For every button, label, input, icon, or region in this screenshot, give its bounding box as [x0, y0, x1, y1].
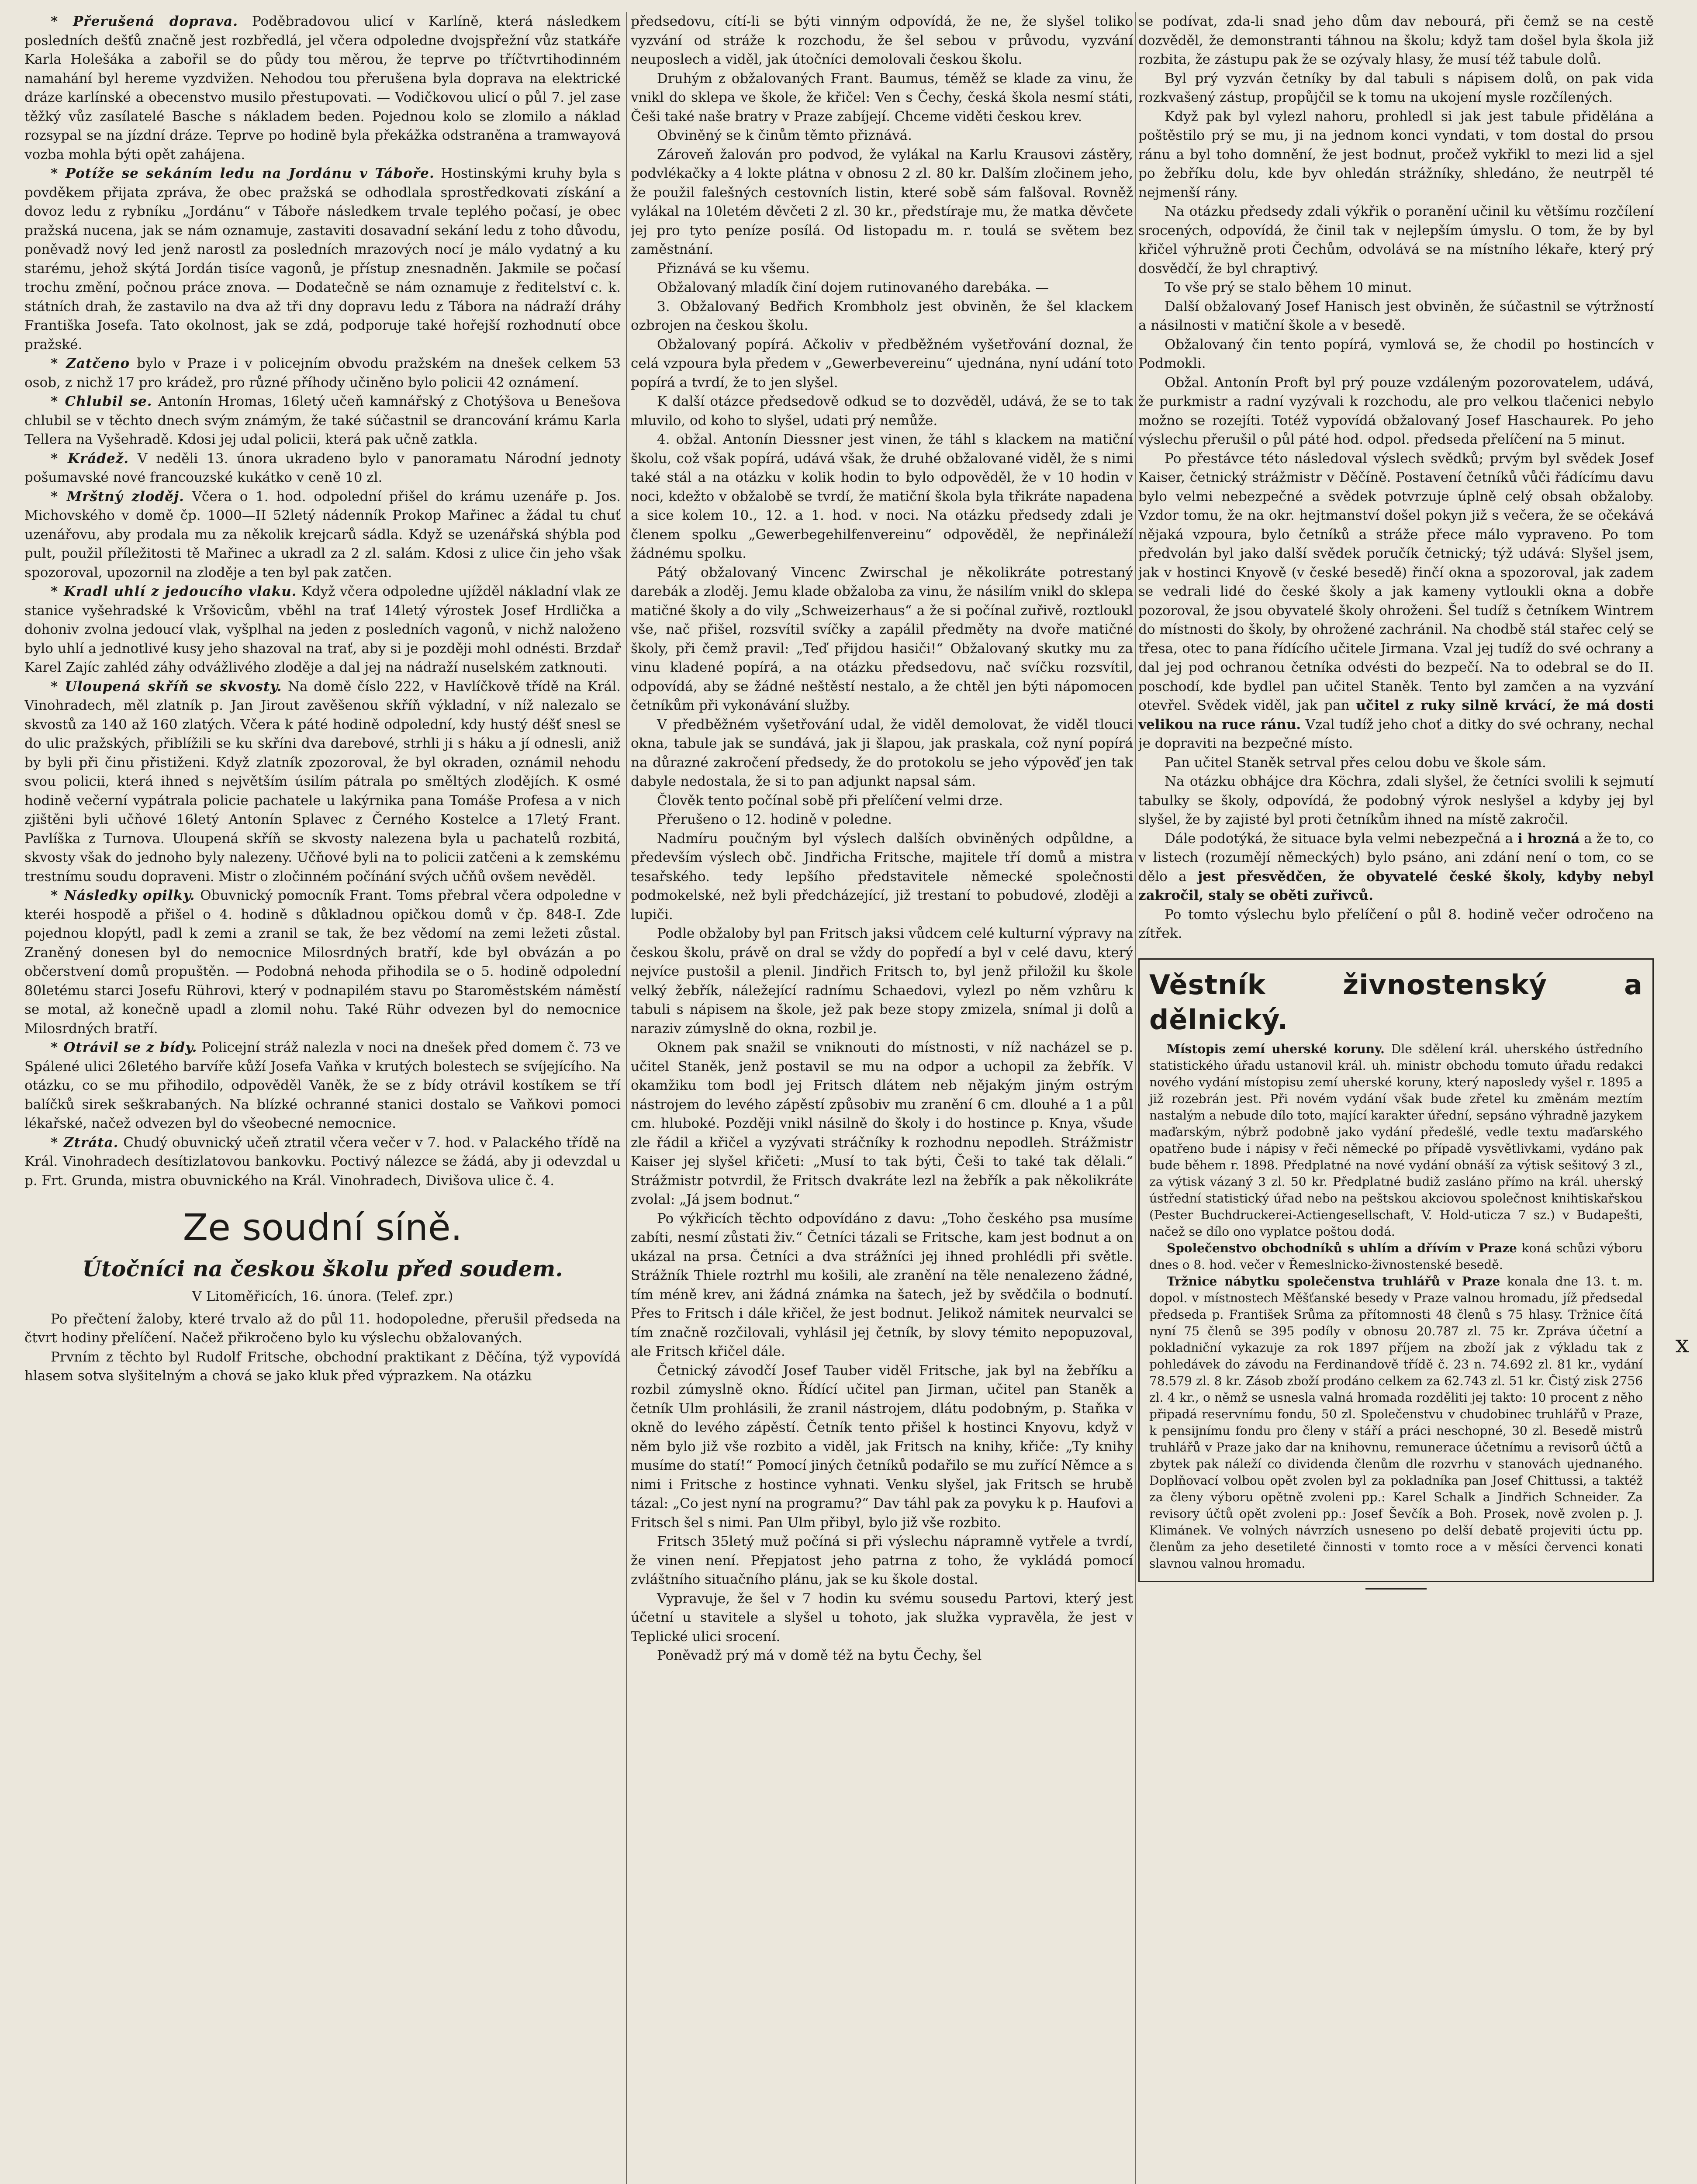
court-paragraph: Obžal. Antonín Proft byl prý pouze vzdáleným pozorovatelem, udává, že purkmistr a radní vyzývali k rozchodu, ale pro velkou tlačenici nebylo možno se rozejíti. Totéž vypovídá obžalovaný Josef Haschaurek. Po jeho výslechu přerušil o půl páté hod. odpol. předseda přelíčení na 5 minut.: [1138, 374, 1654, 447]
item-heading: * Kradl uhlí z jedoucího vlaku.: [51, 584, 297, 599]
news-item: [24, 677, 621, 887]
news-item: [24, 12, 621, 164]
court-paragraph: Obžalovaný popírá. Ačkoliv v předběžném vyšetřování doznal, že celá vzpoura byla předem v „Gewerbevereinu“ ujednána, nyní udání toto popírá a tvrdí, že to jen slyšel.: [631, 336, 1133, 390]
court-paragraph: se podívat, zda-li snad jeho dům dav nebourá, při čemž se na cestě dozvěděl, že demonstranti táhnou na školu; když tam došel byla škola již rozbita, že zástupu pak že se ozývaly hlasy, že musí též tabule dolů.: [1138, 14, 1654, 67]
paragraph-text: a že to, co v listech (rozumějí německých) bylo psáno, ani zdání není o tom, co se dělo a: [1138, 830, 1654, 885]
court-subheadline: Útočníci na českou školu před soudem.: [82, 1256, 563, 1282]
court-paragraph: Po výkřicích těchto odpovídáno z davu: „Toho českého psa musíme zabíti, nesmí zůstati živ.“ Četníci tázali se Fritsche, kam jest bodnut a on ukázal na prsa. Četníci a dva strážníci jej ihned prohlédli při světle. Strážník Thiele roztrhl mu košili, ale zranění na těle nenalezeno žádné, tím méně krev, ani žádná známka na šatech, jež by svědčila o bodnutí. Přes to Fritsch i dále křičel, že jest bodnut. Jelikož námitek neurvalci se tím značně rozčilovali, vyhlásil jej četník, by slovy témito nepopuzoval, ale Fritsch křičel dále.: [631, 1210, 1133, 1359]
emphasized-text: i hrozná: [1517, 830, 1580, 847]
court-paragraph: [1138, 449, 1654, 753]
court-paragraph: Poněvadž prý má v domě též na bytu Čechy, šel: [657, 1648, 982, 1663]
news-item: [24, 1133, 621, 1191]
court-paragraph: Byl prý vyzván četníky by dal tabuli s nápisem dolů, on pak vida rozkvašený zástup, propůjčil se k tomu na ukojení mysle rozčílených.: [1138, 70, 1654, 105]
court-paragraph: Obžalovaný čin tento popírá, vymlová se, že chodil po hostincích v Podmokli.: [1138, 336, 1654, 371]
court-paragraph: Pan učitel Staněk setrval přes celou dobu ve škole sám.: [1165, 754, 1546, 771]
court-paragraph: Oknem pak snažil se vniknouti do místnosti, v níž nacházel se p. učitel Staněk, jenž postavil se mu na odpor a uchopil za žebřík. V okamžiku tom bodl jej Fritsch dlátem neb nějakým jiným ostrým nástrojem do levého zápěstí způsobiv mu zranění 6 cm. dlouhé a 1 a půl cm. hluboké. Později vnikl násilně do školy i do hostince p. Knya, všude zle řádil a křičel a vyzývati stráčníky k rozhodnu nepodleh. Strážmistr Kaiser jej slyšel křičeti: „Musí to tak býti, Češi to také tak dělali.“ Strážmistr potvrdil, že Fritsch dvakráte lezl na žebřík a pak několikráte zvolal: „Já jsem bodnut.“: [631, 1040, 1133, 1207]
item-text: Poděbradovou ulicí v Karlíně, která následkem posledních dešťů značně jest rozbředlá, jel včera odpoledne dvojspřežní vůz statkáře Karla Holešáka a zabořil se do půdy tou měrou, že teprve po tříčtvrtihodinném namahání byl hereme vyzdvižen. Nehodou tou přerušena byla doprava na elektrické dráze karlínské a obecenstvo musilo přestupovati. — Vodičkovou ulicí o půl 7. jel zase těžký vůz zasílatelé Basche s nákladem beden. Pojednou kolo se zlomilo a náklad rozsypal se na jízdní dráze. Teprve po hodině byla překážka odstraněna a tramwayová vozba mohla býti opět zahájena.: [24, 14, 621, 162]
court-paragraph: Vypravuje, že šel v 7 hodin ku svému sousedu Partovi, který jest účetní u stavitele a slyšel u tohoto, jak služka vypravěla, že jest v Teplické ulici srocení.: [631, 1590, 1133, 1645]
court-paragraph: 3. Obžalovaný Bedřich Krombholz jest obviněn, že šel klackem ozbrojen na českou školu.: [631, 298, 1133, 333]
court-paragraph: Podle obžaloby byl pan Fritsch jaksi vůdcem celé kulturní výpravy na českou školu, právě on dral se vždy do popředí a byl v celé davu, který nejvíce pustošil a plenil. Jindřich Fritsch to, byl jenž přiložil ku škole velký žebřík, náležející radnímu Schaedovi, vylezl po něm vzhůru k tabuli s nápisem na škole, jež pak beze stopy zmizela, snímal ji dolů a naraziv zúmyslně do okna, rozbil je.: [631, 926, 1133, 1037]
trade-bulletin-box: [1138, 958, 1654, 1582]
item-heading: * Otrávil se z bídy.: [51, 1040, 197, 1055]
item-heading: * Následky opilky.: [51, 888, 195, 903]
news-item: [24, 164, 621, 354]
item-text: Policejní stráž nalezla v noci na dnešek před domem č. 73 ve Spálené ulici 26letého barvíře kůží Josefa Vaňka v krutých bolestech se svíjejícího. Na otázku, co se mu přihodilo, odpověděl Vaněk, že se z bídy otrávil kostíkem se tří balíčků sirek seškrabaných. Na blízké ochranné stanici dostalo se Vaňkovi pomoci lékařské, načež odvezen byl do všeobecné nemocnice.: [24, 1040, 621, 1131]
news-item: [24, 886, 621, 1038]
column-left: [24, 12, 621, 2184]
court-paragraph: [1138, 829, 1654, 905]
bulletin-title: Věstník živnostenský a dělnický.: [1149, 968, 1643, 1036]
bulletin-item: [1149, 1041, 1643, 1240]
item-heading: * Chlubil se.: [51, 394, 152, 409]
item-text: Na domě číslo 222, v Havlíčkově třídě na Král. Vinohradech, měl zlatník p. Jan Jirout zavěšenou skříň výkladní, v níž nalezalo se skvostů za 140 až 160 zlatých. Včera k páté hodině odpolední, kdy hustý déšť snesl se do ulic pražských, přiblížili se ku skříni dva darebové, strhli ji s háku a jí odnesli, aniž by byli při činu přistiženi. Když zlatník zpozoroval, že byl okraden, oznámil nehodu svou policii, která ihned s největším úsilím pátrala po směltých zlodějích. K osmé hodině večerní vypátrala policie pachatele u lakýrnika pana Tomáše Profesa a v nich zjištěni byli učňové 16letý Antonín Splavec z Černého Kostelce a 17letý Frant. Pavlíška z Turnova. Uloupená skříň se skvosty nalezena byla u pachatelů rozbitá, skvosty však do jednoho byly nalezeny. Učňové byli na to policii zatčeni a k zemskému trestnímu soudu dopraveni. Mistr o zločinném počínání svých učňů ovšem nevěděl.: [24, 678, 621, 885]
bulletin-item: [1149, 1273, 1643, 1572]
court-paragraph: To vše prý se stalo během 10 minut.: [1165, 280, 1412, 295]
court-paragraph: Člověk tento počínal sobě při přelíčení velmi drze.: [657, 792, 1003, 809]
item-heading: Společenstvo obchodníků s uhlím a dřívím v Praze: [1167, 1241, 1517, 1255]
court-paragraph: předsedovu, cítí-li se býti vinným odpovídá, že ne, že slyšel toliko vyzvání od stráže k rozchodu, že šel sebou v průvodu, vyzvání neuposlech a viděl, jak útočníci demolovali českou školu.: [631, 14, 1133, 67]
paragraph-text: Po přestávce této následoval výslech svědků; prvým byl svědek Josef Kaiser, četnický strážmistr v Děčíně. Postavení četníků vůči řádícímu davu bylo velmi nebezpečné a svědek potvrzuje úplně celý obsah obžaloby. Vzdor tomu, že na okr. hejtmanství došel pokyn již s večera, že se očekává nějaká vzpoura, bylo četníků a stráže přece málo vypraveno. Po tom předvolán byl jako další svědek poručík četnický; týž udává: Slyšel jsem, jak v hostinci Knyově (v české besedě) řinčí okna a spozoroval, jak zadem se vedrali lidé do české školy a jak kameny vytloukli okna a dobře pozoroval, že jsou obyvatelé školy ohroženi. Šel tudíž s četníkem Wintrem do místnosti do školy, by ohrožené zachránil. Na chodbě stál stařec celý se třesa, otec to pana řídícího učitele Jirmana. Vzal jej tudíž do své ochrany a dal jej pod ochranou četníka odvésti do bezpečí. Na to odebral se do II. poschodí, kde bydlel pan učitel Staněk. Tento byl zamčen a na vyzvání otevřel. Svědek viděl, jak pan: [1138, 450, 1654, 713]
edge-mark: x: [1675, 1330, 1689, 1358]
column-divider: [626, 12, 627, 2184]
item-text: Obuvnický pomocník Frant. Toms přebral včera odpoledne v kteréi hospodě a přišel o 4. hodině s důkladnou opičkou domů v čp. 848-I. Zde pojednou klopýtl, padl k zemi a zranil se tak, že bez vědomí na zemi ležeti zůstal. Zraněný donesen byl do nemocnice Milosrdných bratří, kde byl obvázán a po občerstvení domů propuštěn. — Podobná nehoda přihodila se o 5. hodině odpolední 80letému starci Josefu Rührovi, který v podnapilém stavu po Staroměstském náměstí se motal, až konečně upadl a zlomil nohu. Také Rühr odvezen byl do nemocnice Milosrdných bratří.: [24, 888, 621, 1037]
court-paragraph: Prvním z těchto byl Rudolf Fritsche, obchodní praktikant z Děčína, týž vypovídá hlasem sotva slyšitelným a chová se jako kluk před výprazkem. Na otázku: [24, 1349, 621, 1384]
court-paragraph: Na otázku obhájce dra Köchra, zdali slyšel, že četníci svolili k sejmutí tabulky se školy, odpovídá, že podobný výrok neslyšel a kdyby jej byl slyšel, že by zajisté byl proti četníkům ihned na místě zakročil.: [1138, 774, 1654, 827]
court-paragraph: Na otázku předsedy zdali výkřik o poranění učinil ku většímu rozčílení srocených, odpovídá, že činil tak v nejlepším úmyslu. O tom, že by byl křičel výhružně proti Čechům, odvolává se na místního lékaře, který prý dosvědčí, že byl chraptivý.: [1138, 204, 1654, 276]
court-paragraph: Obžalovaný mladík činí dojem rutinovaného darebáka. —: [657, 280, 1049, 295]
court-paragraph: Zároveň žalován pro podvod, že vylákal na Karlu Krausovi zástěry, podvlékačky a 4 lokte plátna v obnosu 2 zl. 80 kr. Dalším zločinem jeho, že použil falešných cestovních listin, které sobě sám falšoval. Rovněž vylákal na 10letém děvčeti 2 zl. 30 kr., předstíraje mu, že matka děvčete jej pro tyto peníze posílá. Od listopadu m. r. toulá se světem bez zaměstnání.: [631, 146, 1133, 257]
item-heading: * Potíže se sekáním ledu na Jordánu v Táboře.: [51, 166, 435, 181]
news-item: [24, 1038, 621, 1133]
item-heading: * Mrštný zloděj.: [51, 488, 184, 505]
court-paragraph: V předběžném vyšetřování udal, že viděl demolovat, že viděl tlouci okna, tabule jak se sundává, jak ji šlapou, jak praskala, což nyní popírá na důrazné zakročení předsedy, že do protokolu se jeho výpověď jen tak dabyle nedostala, že si to pan adjunkt napsal sám.: [631, 716, 1133, 789]
court-paragraph: Po přečtení žaloby, které trvalo až do půl 11. hodopoledne, přerušil předseda na čtvrt hodiny přelíčení. Načež přikročeno bylo ku výslechu obžalovaných.: [24, 1311, 621, 1346]
paragraph-text: Dále podotýká, že situace byla velmi nebezpečná a: [1165, 830, 1514, 847]
item-text: bylo v Praze i v policejním obvodu pražském na dnešek celkem 53 osob, z nichž 17 pro krádež, pro různé příhody učiněno bylo policii 42 oznámení.: [24, 356, 621, 390]
court-paragraph: Četnický závodčí Josef Tauber viděl Fritsche, jak byl na žebříku a rozbil zúmyslně okno. Řídící učitel pan Jirman, učitel pan Staněk a četník Ulm prohlásili, že zranil nástrojem, dlátu podobným, p. Staňka v okně do levého zápěstí. Četník tento přišel k hostinci Knyovu, když v něm bylo již vše rozbito a viděl, jak Fritsch na knihy, křiče: „Ty knihy musíme do statí!“ Pomocí jiných četníků podařilo se mu zuřící Němce a s nimi i Fritsche z hostince vyhnati. Venku slyšel, jak Fritsch se hrubě tázal: „Co jest nyní na programu?“ Dav táhl pak za povyku k p. Haufovi a Fritsch šel s nimi. Pan Ulm přibyl, bylo již vše rozbito.: [631, 1362, 1133, 1531]
court-paragraph: Druhým z obžalovaných Frant. Baumus, téměž se klade za vinu, že vnikl do sklepa ve škole, že křičel: Ven s Čechy, česká škola nesmí státi, Češi také naše bratry v Praze zabíjejí. Chceme viděti českou krev.: [631, 70, 1133, 124]
item-text: Chudý obuvnický učeň ztratil včera večer v 7. hod. v Palackého třídě na Král. Vinohradech desítizlatovou bankovku. Poctivý nálezce se žádá, aby ji odevzdal u p. Frt. Grunda, mistra obuvnického na Král. Vinohradech, Divišova ulice č. 4.: [24, 1134, 621, 1189]
column-right: [1138, 12, 1654, 2184]
court-paragraph: Obviněný se k činům těmto přiznává.: [657, 128, 912, 143]
item-text: koná schůzi výboru dnes o 8. hod. večer v Řemeslnicko-živnostenské besedě.: [1149, 1241, 1643, 1272]
court-paragraph: Nadmíru poučným byl výslech dalších obviněných odpůldne, a především výslech obč. Jindřicha Fritsche, majitele tří domů a mistra tesařského. tedy lepšího představitele německé společnosti podmokelské, než byli předcházející, již trestaní to pobudové, zloději a lupiči.: [631, 830, 1133, 923]
court-paragraph: Další obžalovaný Josef Hanisch jest obviněn, že súčastnil se výtržností a násilnosti v matiční škole a v besedě.: [1138, 298, 1654, 333]
item-heading: * Uloupená skříň se skvosty.: [51, 678, 282, 695]
court-dateline: V Litoměřicích, 16. února. (Telef. zpr.): [192, 1289, 453, 1304]
item-heading: Místopis zemí uherské koruny.: [1167, 1041, 1385, 1056]
section-title-court: Ze soudní síně.: [183, 1206, 463, 1249]
item-heading: * Krádež.: [51, 450, 129, 467]
court-paragraph: Přiznává se ku všemu.: [657, 260, 810, 276]
news-item: [24, 449, 621, 487]
item-heading: Tržnice nábytku společenstva truhlářů v Praze: [1167, 1274, 1500, 1289]
item-text: Antonín Hromas, 16letý učeň kamnářský z Chotýšova u Benešova chlubil se v těchto dnech svým známým, že také súčastnil se drancování krámu Karla Tellera na Vyšehradě. Kdosi jej udal policii, která pak učně zatkla.: [24, 394, 621, 447]
court-paragraph: K další otázce předsedově odkud se to dozvěděl, udává, že se to tak mluvilo, od koho to slyšel, udati prý nemůže.: [631, 394, 1133, 429]
court-paragraph: Pátý obžalovaný Vincenc Zwirschal je několikráte potrestaný darebák a zloděj. Jemu klade obžaloba za vinu, že násilím vnikl do sklepa matičné školy a do vily „Schweizerhaus“ a že si počínal zuřivě, roztloukl vše, nač přišel, rozsvítil svíčky a zapálil předměty na dvoře matičné školy, při čemž pravil: „Teď přijdou hasiči!“ Obžalovaný skutky mu za vinu kladené popírá, a na otázku předsedovu, nač svíčku rozsvítil, odpovídá, aby se žádné neštěstí nestalo, a že chtěl jen býti nápomocen četníkům při vykonávání služby.: [631, 564, 1133, 713]
item-heading: * Zatčeno: [51, 356, 130, 371]
court-paragraph: Fritsch 35letý muž počíná si při výslechu nápramně vytřele a tvrdí, že vinen není. Přepjatost jeho patrna z toho, že vykládá pomocí zvláštního situačního plánu, jak se ku škole dostal.: [631, 1534, 1133, 1587]
item-text: Když včera odpoledne ujížděl nákladní vlak ze stanice vyšehradské k Vršovicům, vběhl na trať 14letý výrostek Josef Hrdlička a dohoniv zvolna jedoucí vlak, vyšplhal na jeden z posledních vagonů, v nichž naloženo bylo uhlí a jednotlivé kusy jeho shazoval na trať, aby si je později mohl odnésti. Brzdař Karel Zajíc zahléd záhy odvážlivého zloděje a dal jej na nádraží nuselském zatknouti.: [24, 584, 621, 675]
news-item: [24, 392, 621, 449]
column-divider: [1135, 12, 1136, 2184]
emphasized-text: jest přesvědčen, že obyvatelé české školy, kdyby nebyl zakročil, staly se oběti zuřivců.: [1138, 868, 1654, 903]
paragraph-text: Vzal tudíž jeho choť a ditky do své ochrany, nechal je dopraviti na bezpečné místo.: [1138, 716, 1654, 751]
news-item: [24, 487, 621, 583]
court-paragraph: Když pak byl vylezl nahoru, prohledl si jak jest tabule přidělána a poštěstilo prý se mu, ji na jednom konci vyndati, v tom dostal do prsou ránu a byl toho domnění, že jest bodnut, pročež vykřikl to mezi lid a sjel po žebříku dolu, kde byv ohledán strážníky, shledáno, že neutrpěl té nejmenší rány.: [1138, 108, 1654, 200]
item-text: V neděli 13. února ukradeno bylo v panoramatu Národní jednoty pošumavské nové francouzské kukátko v ceně 10 zl.: [24, 450, 621, 485]
news-item: [24, 582, 621, 677]
news-item: [24, 354, 621, 392]
emphasized-text: učitel z ruky silně krvácí, že má dosti velikou na ruce ránu.: [1138, 698, 1654, 733]
court-paragraph: Po tomto výslechu bylo přelíčení o půl 8. hodině večer odročeno na zítřek.: [1138, 906, 1654, 941]
item-text: Hostinskými kruhy byla s povděkem přijata zpráva, že obec pražská se odhodlala sprostředkovati získání a dovoz ledu z rybníku „Jordánu“ v Táboře následkem trvale teplého počasí, je obec pražská nucena, jak se nám oznamuje, zastaviti dosavadní sekání ledu z toho důvodu, poněvadž nový led jenž narostl za posledních mrazových nocí je málo vydatný a ku starému, jehož skýtá Jordán tisíce vagonů, je přístup znesnadněn. Jakmile se počasí trochu změní, počnou práce znova. — Dodatečně se nám oznamuje z ředitelství c. k. státních drah, že zastavilo na dva až tři dny dopravu ledu z Tábora na nádraží dráhy Františka Josefa. Tato okolnost, jak se zdá, podporuje také hořejší rozhodnutí obce pražské.: [24, 166, 621, 352]
bulletin-item: [1149, 1240, 1643, 1273]
item-heading: * Přerušená doprava.: [51, 14, 238, 29]
court-paragraph: Přerušeno o 12. hodině v poledne.: [657, 812, 892, 827]
court-paragraph: 4. obžal. Antonín Diessner jest vinen, že táhl s klackem na matiční školu, což však popírá, udává však, že druhé obžalované viděl, že s nimi také stál a na otázku v kolik hodin to bylo odpověděl, že v 10 hodin v noci, kdežto v obžalobě se tvrdí, že matiční škola byla třikráte napadena a sice kolem 10., 12. a 1. hod. v noci. Na otázku předsedy zdali je členem spolku „Gewerbegehilfenvereinu“ odpověděl, že nepřináleží žádnému spolku.: [631, 432, 1133, 561]
item-text: Dle sdělení král. uherského ústředního statistického úřadu ustanovil král. uh. ministr obchodu tomuto úřadu redakci nového vydání místopisu zemí uherské koruny, který naposledy vyšel r. 1895 a již rozebrán jest. Při novém vydání však bude zřetel ku změnám meztím nastalým a nebude dílo toto, mající karakter úřední, sepsáno výhradně jazykem maďarským, nýbrž podobně jako vydání předešlé, vedle textu maďarského opatřeno bude i nápisy v řeči německé po případě vysvětlivkami, vydáno pak bude během r. 1898. Předplatné na nové vydání obnáší za výtisk sešitový 3 zl., za výtisk vázaný 3 zl. 50 kr. Předplatné budiž zasláno přímo na král. uherský ústřední statistický úřad nebo na peštskou akciovou společnost knihtiskařskou (Pester Buchdruckerei-Actiengesellschaft, V. Hold-uticza 7 sz.) v Budapešti, načež se dílo ono vyplatce poštou dodá.: [1149, 1041, 1643, 1239]
column-middle: [631, 12, 1133, 2184]
end-rule: [1365, 1588, 1427, 1590]
item-heading: * Ztráta.: [51, 1134, 119, 1151]
item-text: konala dne 13. t. m. dopol. v místnostech Měšťanské besedy v Praze valnou hromadu, jíž předsedal předseda p. František Srůma za přítomnosti 48 členů s 75 hlasy. Tržnice čítá nyní 75 členů se 395 podíly v obnosu 20.787 zl. 75 kr. Zpráva účetní a pokladniční vykazuje za rok 1897 příjem na zboží jak z výkladu tak z pohledávek do závodu na Ferdinandově třídě č. 23 n. 74.692 zl. 81 kr., vydání 78.579 zl. 8 kr. Zásob zboží prodáno celkem za 62.743 zl. 51 kr. Čistý zisk 2756 zl. 4 kr., o němž se usnesla valná hromada rozděliti jej takto: 10 procent z něho připadá reservnímu fondu, 50 zl. Společenstvu v chudobinec truhlářů v Praze, k pensijnímu fondu pro členy v stáří a práci neschopné, 30 zl. Besedě mistrů truhlářů v Praze jako dar na knihovnu, remunerace účetnímu a revisorů účtů a zbytek pak náleží co dividenda členům dle rozvrhu v stanovách ujednaného. Doplňovací volbou opět zvolen byl za pokladníka pan Josef Chittussi, a taktéž za členy výboru opětně zvoleni pp.: Karel Schalk a Jindřich Schneider. Za revisory účtů opět zvoleni pp.: Josef Ševčík a Boh. Prosek, nově zvolen p. J. Klimánek. Ve volných návrzích usneseno po delší debatě projeviti úctu pp. členům za jeho desetileté činnosti v tomto roce a v měsíci červenci konati slavnou valnou hromadu.: [1149, 1274, 1643, 1571]
item-text: Včera o 1. hod. odpolední přišel do krámu uzenáře p. Jos. Michovského v domě čp. 1000—II 52letý nádenník Prokop Mařinec a žádal tu chuť uzenářovu, aby prodala mu za několik krejcarů sádla. Když se uzenářská shýbla pod pult, použil příležitosti tě Mařinec a ukradl za 2 zl. salám. Kdosi z ulice čin jeho však spozoroval, upozornil na zloděje a ten byl pak zatčen.: [24, 488, 621, 581]
